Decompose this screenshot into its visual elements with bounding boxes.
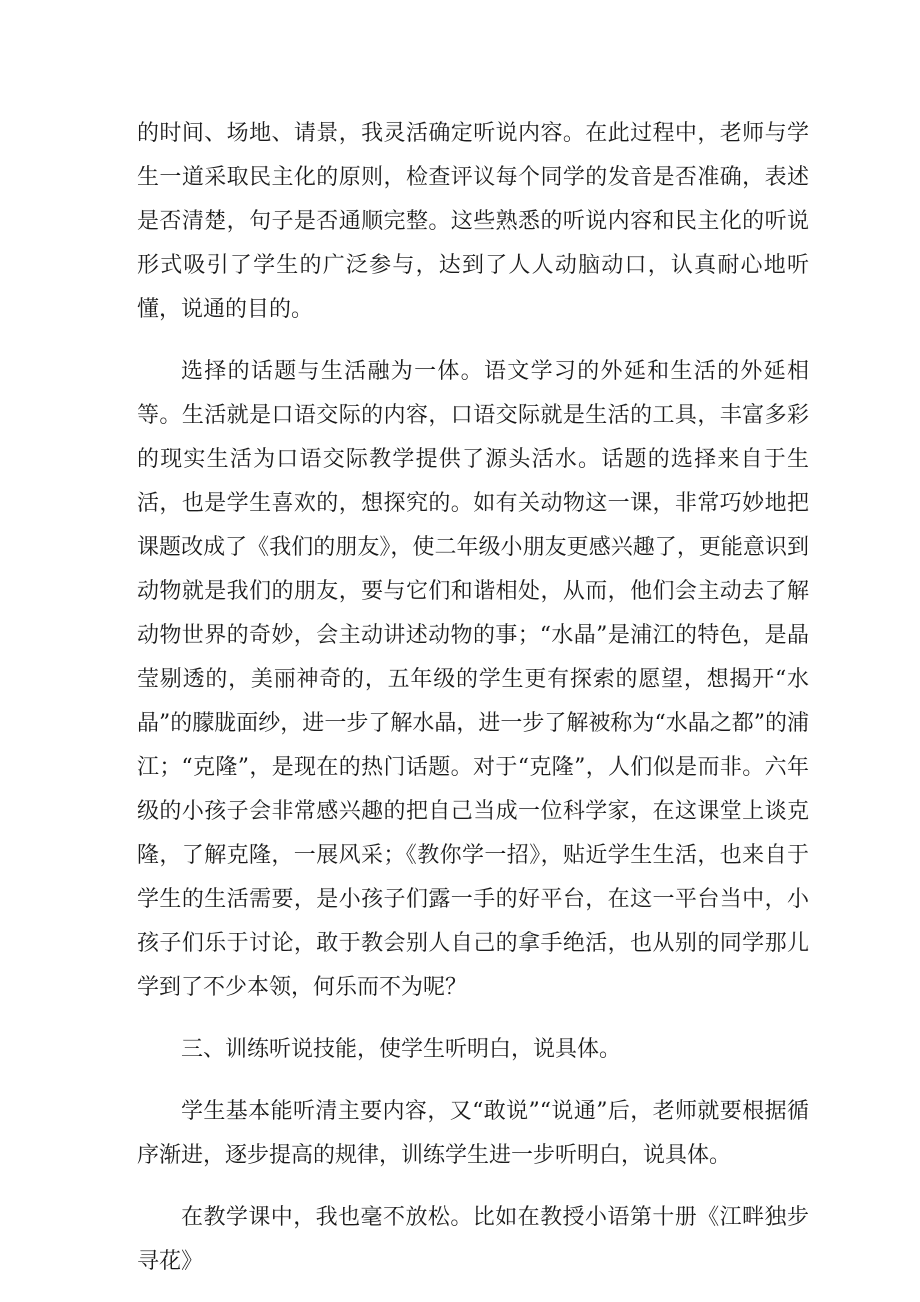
section-heading-three: 三、训练听说技能，使学生听明白，说具体。 bbox=[181, 1037, 622, 1062]
paragraph-topic-selection: 选择的话题与生活融为一体。语文学习的外延和生活的外延相等。生活就是口语交际的内容，口语交际就是生活的工具，丰富多彩的现实生活为口语交际教学提供了源头活水。话题的选择来自于生活，也是学生喜欢的，想探究的。如有关动物这一课，非常巧妙地把课题改成了《我们的朋友》，使二年级小朋友更感兴趣了，更能意识到动物就是我们的朋友，要与它们和谐相处，从而，他们会主动去了解动物世界的奇妙，会主动讲述动物的事；“水晶”是浦江的特色，是晶莹剔透的，美丽神奇的，五年级的学生更有探索的愿望，想揭开“水晶”的朦胧面纱，进一步了解水晶，进一步了解被称为“水晶之都”的浦江；“克隆”，是现在的热门话题。对于“克隆”，人们似是而非。六年级的小孩子会非常感兴趣的把自己当成一位科学家，在这课堂上谈克隆，了解克隆，一展风采；《教你学一招》，贴近学生生活，也来自于学生的生活需要，是小孩子们露一手的好平台，在这一平台当中，小孩子们乐于讨论，敢于教会别人自己的拿手绝活，也从别的同学那儿学到了不少本领，何乐而不为呢？ bbox=[137, 359, 809, 1000]
paragraph-continuation: 的时间、场地、请景，我灵活确定听说内容。在此过程中，老师与学生一道采取民主化的原则，检查评议每个同学的发音是否准确，表述是否清楚，句子是否通顺完整。这些熟悉的听说内容和民主化的听说形式吸引了学生的广泛参与，达到了人人动脑动口，认真耐心地听懂，说通的目的。 bbox=[137, 121, 809, 322]
paragraph-listening-skills: 学生基本能听清主要内容，又“敢说”“说通”后，老师就要根据循序渐进，逐步提高的规律，训练学生进一步听明白，说具体。 bbox=[137, 1099, 809, 1168]
paragraph-teaching-example: 在教学课中，我也毫不放松。比如在教授小语第十册《江畔独步寻花》 bbox=[137, 1205, 809, 1274]
document-body bbox=[137, 112, 809, 1302]
